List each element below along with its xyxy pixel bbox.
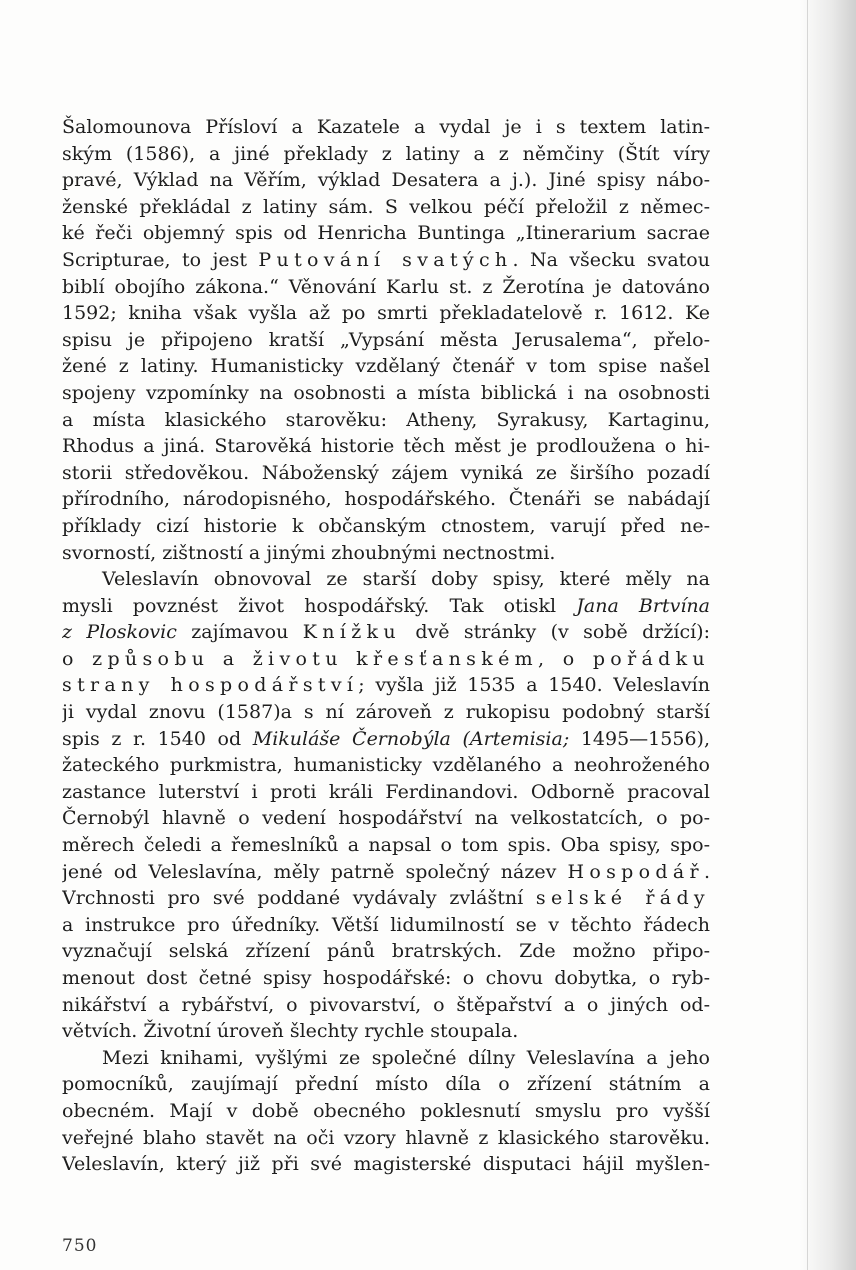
text-line xyxy=(62,513,710,540)
text-line xyxy=(62,672,710,699)
text-line xyxy=(62,699,710,726)
text-line xyxy=(62,646,710,673)
text-line xyxy=(62,885,710,912)
text-line xyxy=(62,194,710,221)
text-segment: dvě stránky (v sobě držící): xyxy=(400,621,710,644)
spaced-emphasis: strany hospodářství xyxy=(62,674,359,697)
text-line xyxy=(62,752,710,779)
text-line xyxy=(62,1125,710,1152)
spaced-emphasis: selské řády xyxy=(535,887,710,910)
text-line xyxy=(62,220,710,247)
text-line xyxy=(62,619,710,646)
text-segment: Vrchnosti pro své poddané vydávaly zvláštní xyxy=(62,887,536,910)
text-segment: mysli povznést život hospodářský. Tak otiskl xyxy=(62,594,577,617)
spaced-emphasis: o způsobu a životu křesťanském, o pořádku xyxy=(62,647,710,670)
text-segment: žateckého purkmistra, humanisticky vzdělaného a neohroženého xyxy=(62,754,710,777)
text-segment: obecném. Mají v době obecného poklesnutí smyslu pro vyšší xyxy=(62,1099,710,1122)
text-segment: ženské překládal z latiny sám. S velkou péčí přeložil z němec- xyxy=(62,195,710,218)
text-segment: Rhodus a jiná. Starověká historie těch měst je prodloužena o hi- xyxy=(62,435,710,458)
spaced-emphasis: Knížku xyxy=(302,621,401,644)
text-line xyxy=(62,566,710,593)
text-line xyxy=(62,327,710,354)
text-line xyxy=(62,141,710,168)
text-line xyxy=(62,486,710,513)
text-segment: . xyxy=(703,860,710,883)
text-segment: 1495—1556), xyxy=(569,727,710,750)
gutter-line xyxy=(807,0,808,1270)
text-line xyxy=(62,1045,710,1072)
gutter-shadow xyxy=(800,0,856,1270)
text-segment: svorností, zištností a jinými zhoubnými nectnostmi. xyxy=(62,541,556,564)
text-segment: menout dost četné spisy hospodářské: o chovu dobytka, o ryb- xyxy=(62,967,710,989)
text-segment: Veleslavín obnovoval ze starší doby spisy, které měly na xyxy=(102,568,710,591)
text-segment: větvích. Životní úroveň šlechty rychle stoupala. xyxy=(62,1020,519,1043)
text-segment: . Na všecku svatou xyxy=(512,248,710,271)
text-segment: veřejné blaho stavět na oči vzory hlavně z klasického starověku. xyxy=(62,1126,710,1149)
text-line xyxy=(62,433,710,460)
text-segment: pravé, Výklad na Věřím, výklad Desatera a j.). Jiné spisy nábo- xyxy=(62,169,710,192)
text-line xyxy=(62,540,710,567)
text-segment: zastance luterství i proti králi Ferdinandovi. Odborně pracoval xyxy=(62,780,710,803)
text-line xyxy=(62,992,710,1019)
text-line xyxy=(62,1098,710,1125)
text-segment: nikářství a rybářství, o pivovarství, o štěpařství a o jiných od- xyxy=(62,993,710,1016)
italic-name: Mikuláše Černobýla (Artemisia; xyxy=(252,727,570,750)
italic-name: z Ploskovic xyxy=(62,621,177,644)
text-segment: měrech čeledi a řemeslníků a napsal o tom spis. Oba spisy, spo- xyxy=(62,834,710,857)
text-line xyxy=(62,859,710,886)
text-line xyxy=(62,114,710,141)
text-segment: Šalomounova Přísloví a Kazatele a vydal je i s textem latin- xyxy=(62,116,710,138)
text-segment: 1592; kniha však vyšla až po smrti překladatelově r. 1612. Ke xyxy=(62,302,710,325)
text-segment: pomocníků, zaujímají přední místo díla o zřízení státním a xyxy=(62,1073,710,1096)
text-segment: jené od Veleslavína, měly patrně společný název xyxy=(62,860,568,883)
text-line xyxy=(62,1151,710,1178)
text-line xyxy=(62,167,710,194)
text-line xyxy=(62,1071,710,1098)
text-line xyxy=(62,274,710,301)
text-segment: ským (1586), a jiné překlady z latiny a z němčiny (Štít víry xyxy=(62,142,710,165)
text-segment: ké řeči objemný spis od Henricha Buntinga „Itinerarium sacrae xyxy=(62,222,710,245)
text-segment: spisu je připojeno kratší „Vypsání města Jerusalema“, přelo- xyxy=(62,328,710,351)
italic-name: Jana Brtvína xyxy=(576,594,710,617)
text-segment: biblí obojího zákona.“ Věnování Karlu st. z Žerotína je datováno xyxy=(62,275,710,298)
text-segment: Scripturae, to jest xyxy=(62,248,259,271)
text-segment: storii středověkou. Náboženský zájem vyniká ze širšího pozadí xyxy=(62,461,710,484)
text-line xyxy=(62,460,710,487)
text-segment: Černobýl hlavně o vedení hospodářství na velkostatcích, o po- xyxy=(62,807,710,830)
text-line xyxy=(62,726,710,753)
text-segment: ji vydal znovu (1587)a s ní zároveň z rukopisu podobný starší xyxy=(62,701,710,724)
text-line xyxy=(62,938,710,965)
text-line xyxy=(62,1018,710,1045)
text-segment: vyznačují selská zřízení pánů bratrských. Zde možno připo- xyxy=(62,940,710,963)
text-segment: a instrukce pro úředníky. Větší lidumilností se v těchto řádech xyxy=(62,913,710,936)
page-number: 750 xyxy=(62,1236,98,1256)
text-line xyxy=(62,247,710,274)
text-line xyxy=(62,779,710,806)
text-segment: Veleslavín, který již při své magisterské disputaci hájil myšlen- xyxy=(62,1153,710,1176)
text-line xyxy=(62,965,710,992)
text-line xyxy=(62,407,710,434)
text-line xyxy=(62,593,710,620)
text-segment: a místa klasického starověku: Atheny, Syrakusy, Kartaginu, xyxy=(62,408,710,431)
text-line xyxy=(62,353,710,380)
text-segment: ; vyšla již 1535 a 1540. Veleslavín xyxy=(358,674,710,697)
text-line xyxy=(62,300,710,327)
text-line xyxy=(62,805,710,832)
spaced-emphasis: Putování svatých xyxy=(258,248,513,271)
text-segment: Mezi knihami, vyšlými ze společné dílny Veleslavína a jeho xyxy=(102,1046,710,1069)
text-segment: spojeny vzpomínky na osobnosti a místa biblická i na osobnosti xyxy=(62,381,710,404)
spaced-emphasis: Hospodář xyxy=(567,860,704,883)
text-line xyxy=(62,380,710,407)
text-segment: spis z r. 1540 od xyxy=(62,727,253,750)
text-segment: přírodního, národopisného, hospodářského. Čtenáři se nabádají xyxy=(62,488,710,511)
text-line xyxy=(62,912,710,939)
text-segment: příklady cizí historie k občanským ctnostem, varují před ne- xyxy=(62,514,710,537)
body-text xyxy=(62,114,710,1178)
text-segment: žené z latiny. Humanisticky vzdělaný čtenář v tom spise našel xyxy=(62,355,710,378)
text-line xyxy=(62,832,710,859)
text-segment: zajímavou xyxy=(176,621,303,644)
